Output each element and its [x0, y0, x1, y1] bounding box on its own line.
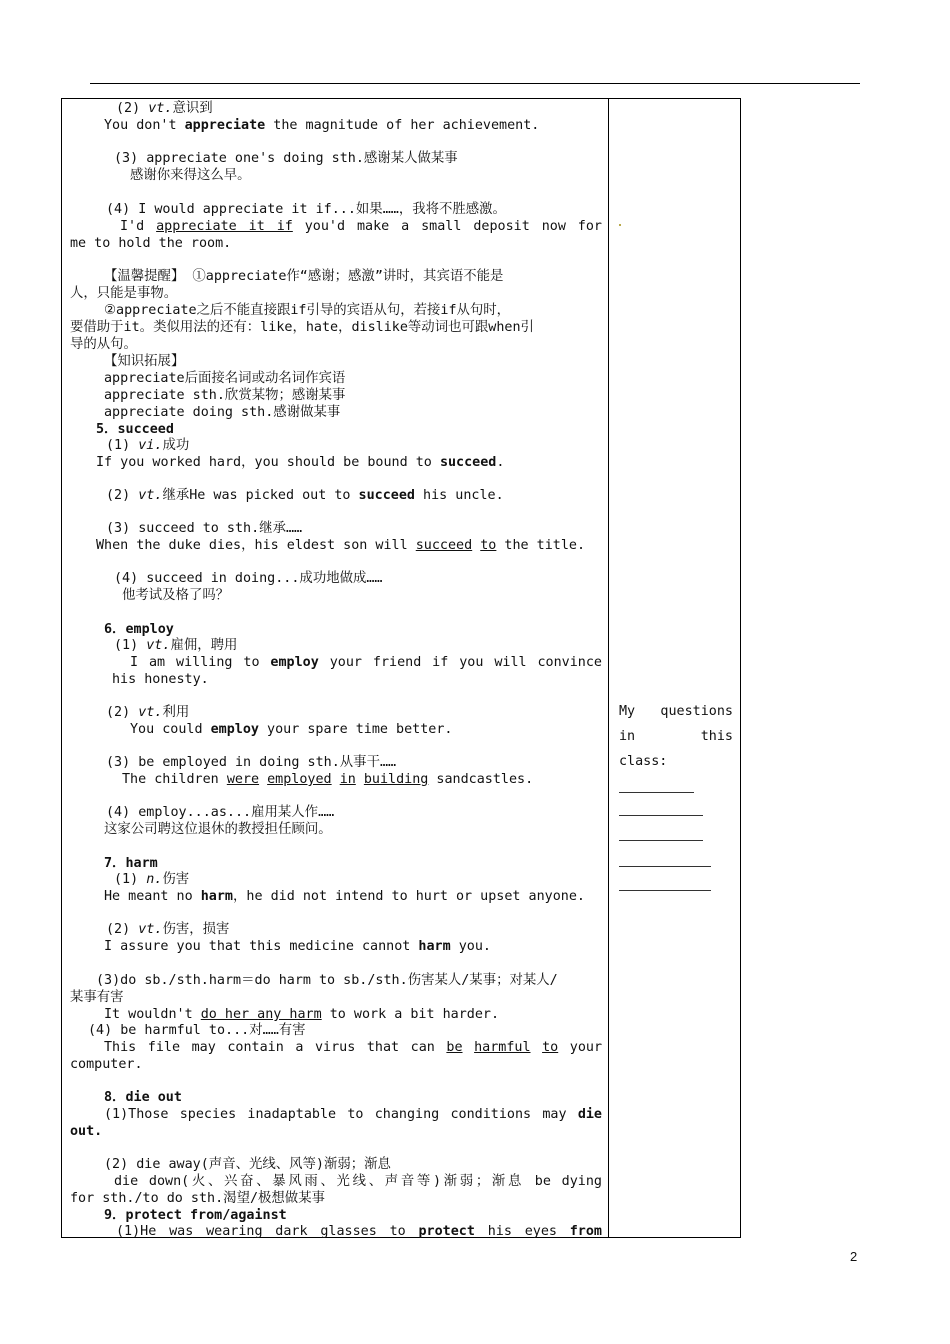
text-line: 【温馨提醒】 ①appreciate作“感谢；感激”讲时，其宾语不能是 [104, 269, 504, 284]
text-line: 【知识拓展】 [104, 354, 185, 369]
text-line: appreciate后面接名词或动名词作宾语 [104, 371, 346, 386]
text-line: (3)do sb./sth.harm＝do harm to sb./sth.伤害某人/某事；对某人/ [96, 973, 558, 988]
answer-blank[interactable] [619, 840, 703, 841]
text-line: 要借助于it。类似用法的还有：like，hate，dislike等动词也可跟when引 [70, 320, 534, 335]
text-line: (2) vt.意识到 [116, 101, 213, 116]
questions-block [619, 699, 733, 774]
text-line: (4) be harmful to...对……有害 [88, 1023, 306, 1038]
text-line: (3) appreciate one's doing sth.感谢某人做某事 [114, 151, 458, 166]
text-line: die down(火、兴奋、暴风雨、光线、声音等)渐弱；渐息 be dying [114, 1174, 602, 1189]
text-line: (4) succeed in doing...成功地做成…… [114, 571, 383, 586]
text-line: appreciate sth.欣赏某物；感谢某事 [104, 388, 346, 403]
text-line: If you worked hard，you should be bound to succeed. [96, 455, 505, 470]
text-line: (4) I would appreciate it if...如果……，我将不胜感激。 [106, 202, 506, 217]
text-line: (1)He was wearing dark glasses to protect his eyes from [116, 1224, 602, 1239]
section-heading: 9．protect from/against [104, 1208, 287, 1223]
text-line: computer. [70, 1057, 143, 1072]
text-line: When the duke dies，his eldest son will succeed to the title. [96, 538, 586, 553]
text-line: It wouldn't do her any harm to work a bit harder. [104, 1007, 500, 1022]
text-line: (2) vt.利用 [106, 705, 190, 720]
text-line: He meant no harm，he did not intend to hurt or upset anyone. [104, 889, 585, 904]
questions-label-line-3: class: [619, 754, 668, 769]
text-line: This file may contain a virus that can be harmful to your [104, 1040, 603, 1055]
answer-blank[interactable] [619, 866, 711, 867]
text-line: You could employ your spare time better. [130, 722, 453, 737]
text-line: for sth./to do sth.渴望/极想做某事 [70, 1191, 325, 1206]
column-divider [608, 99, 609, 1237]
text-line: (2) vt.伤害，损害 [106, 922, 230, 937]
text-line: out. [70, 1124, 103, 1139]
text-line: 导的从句。 [70, 337, 137, 352]
text-line: I assure you that this medicine cannot harm you. [104, 939, 491, 954]
section-heading: 5．succeed [96, 422, 174, 437]
answer-blank[interactable] [619, 815, 703, 816]
text-line: ②appreciate之后不能直接跟if引导的宾语从句，若接if从句时， [104, 303, 511, 318]
text-line: (1) vi.成功 [106, 438, 190, 453]
marker-dot [619, 224, 621, 226]
text-line: me to hold the room. [70, 236, 232, 251]
questions-label-line-1: My questions [619, 704, 733, 719]
answer-blank[interactable] [619, 890, 711, 891]
text-line: 某事有害 [70, 990, 124, 1005]
text-line: 感谢你来得这么早。 [130, 168, 251, 183]
section-heading: 8．die out [104, 1090, 182, 1105]
text-line: I'd appreciate it if you'd make a small deposit now for [120, 219, 602, 234]
text-line: I am willing to employ your friend if you will convince [130, 655, 602, 670]
text-line: You don't appreciate the magnitude of her achievement. [104, 118, 540, 133]
text-line: 他考试及格了吗？ [122, 588, 230, 603]
text-line: (4) employ...as...雇用某人作…… [106, 805, 335, 820]
text-line: (1) n.伤害 [114, 872, 190, 887]
text-line: (2) die away(声音、光线、风等)渐弱；渐息 [104, 1157, 391, 1172]
text-line: (2) vt.继承He was picked out to succeed his uncle. [106, 488, 504, 503]
answer-blank[interactable] [619, 792, 694, 793]
text-line: (1)Those species inadaptable to changing conditions may die [104, 1107, 602, 1122]
content-table [61, 98, 741, 1238]
text-line: (3) be employed in doing sth.从事干…… [106, 755, 397, 770]
section-heading: 7．harm [104, 856, 158, 871]
section-heading: 6．employ [104, 622, 174, 637]
text-line: appreciate doing sth.感谢做某事 [104, 405, 341, 420]
text-line: his honesty. [112, 672, 209, 687]
text-line: 人，只能是事物。 [70, 286, 178, 301]
text-line: (1) vt.雇佣，聘用 [114, 638, 238, 653]
text-line: 这家公司聘这位退休的教授担任顾问。 [104, 822, 332, 837]
questions-label-line-2: in this [619, 729, 733, 744]
text-line: (3) succeed to sth.继承…… [106, 521, 303, 536]
text-line: The children were employed in building sandcastles. [122, 772, 534, 787]
header-rule [90, 83, 860, 84]
page-number: 2 [850, 1249, 858, 1264]
